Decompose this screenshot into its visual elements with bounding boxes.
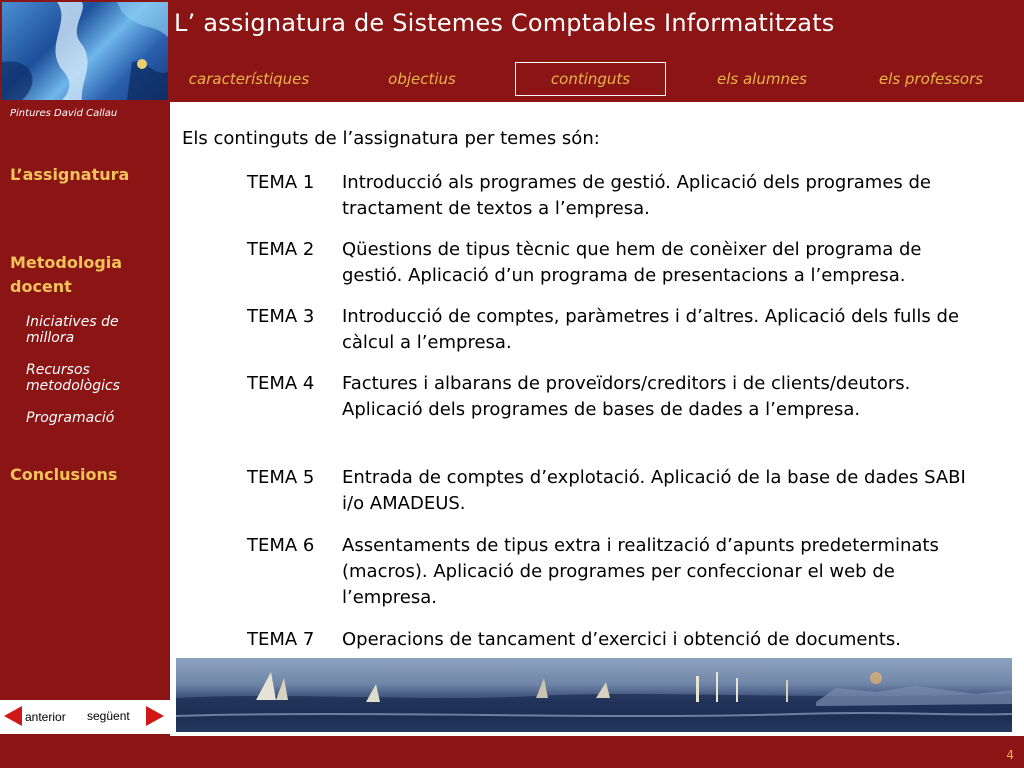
tema-text: Entrada de comptes d’explotació. Aplicació de la base de dades SABI i/o AMADEUS. xyxy=(342,467,966,514)
tema-item xyxy=(247,533,987,611)
prev-arrow-icon[interactable] xyxy=(4,706,22,726)
tema-text: Introducció de comptes, paràmetres i d’altres. Aplicació dels fulls de càlcul a l’empresa. xyxy=(342,306,960,353)
prev-link[interactable]: anterior xyxy=(25,710,66,724)
page-title: L’ assignatura de Sistemes Comptables Informatitzats xyxy=(174,9,835,37)
sidebar-item-metodologia[interactable]: Metodologia docent xyxy=(10,253,123,296)
sidebar-item-conclusions[interactable]: Conclusions xyxy=(10,465,118,484)
sidebar-subitem-iniciatives[interactable]: Iniciatives de millora xyxy=(26,314,119,346)
tema-label: TEMA 4 xyxy=(247,373,315,394)
tema-item xyxy=(247,371,987,423)
tema-label: TEMA 7 xyxy=(247,629,315,650)
tema-item xyxy=(247,465,987,517)
tab-continguts[interactable]: continguts xyxy=(515,62,666,96)
bottom-bar xyxy=(0,736,1024,768)
tema-text: Operacions de tancament d’exercici i obtenció de documents. xyxy=(342,629,902,650)
tema-label: TEMA 2 xyxy=(247,239,315,260)
tab-objectius[interactable]: objectius xyxy=(388,70,456,88)
tab-els-professors[interactable]: els professors xyxy=(878,70,984,88)
page-number: 4 xyxy=(1006,748,1014,762)
painting-credit: Pintures David Callau xyxy=(10,108,118,119)
content-intro: Els continguts de l’assignatura per temes són: xyxy=(182,128,600,149)
tema-item xyxy=(247,237,987,289)
tab-caracteristiques[interactable]: característiques xyxy=(188,70,310,88)
tema-label: TEMA 3 xyxy=(247,306,315,327)
tema-text: Assentaments de tipus extra i realització d’apunts predeterminats (macros). Aplicació de programes per confeccionar el web de l’empresa. xyxy=(342,535,939,608)
sidebar-subitem-recursos[interactable]: Recursos metodològics xyxy=(26,362,120,394)
tema-text: Introducció als programes de gestió. Aplicació dels programes de tractament de textos a l’empresa. xyxy=(342,172,931,219)
sidebar-subitem-programacio[interactable]: Programació xyxy=(26,410,115,426)
header-painting xyxy=(2,2,168,100)
tab-els-alumnes[interactable]: els alumnes xyxy=(716,70,807,88)
tema-item xyxy=(247,170,987,222)
tema-text: Factures i albarans de proveïdors/creditors i de clients/deutors. Aplicació dels programes de bases de dades a l’empresa. xyxy=(342,373,911,420)
tema-item xyxy=(247,627,987,653)
next-link[interactable]: següent xyxy=(87,709,130,723)
sidebar xyxy=(0,102,170,768)
harbor-painting xyxy=(176,658,1012,732)
tema-label: TEMA 1 xyxy=(247,172,315,193)
tema-text: Qüestions de tipus tècnic que hem de conèixer del programa de gestió. Aplicació d’un programa de presentacions a l’empresa. xyxy=(342,239,922,286)
tema-label: TEMA 5 xyxy=(247,467,315,488)
tema-label: TEMA 6 xyxy=(247,535,315,556)
sidebar-item-assignatura[interactable]: L’assignatura xyxy=(10,165,130,184)
tema-item xyxy=(247,304,987,356)
next-arrow-icon[interactable] xyxy=(146,706,164,726)
